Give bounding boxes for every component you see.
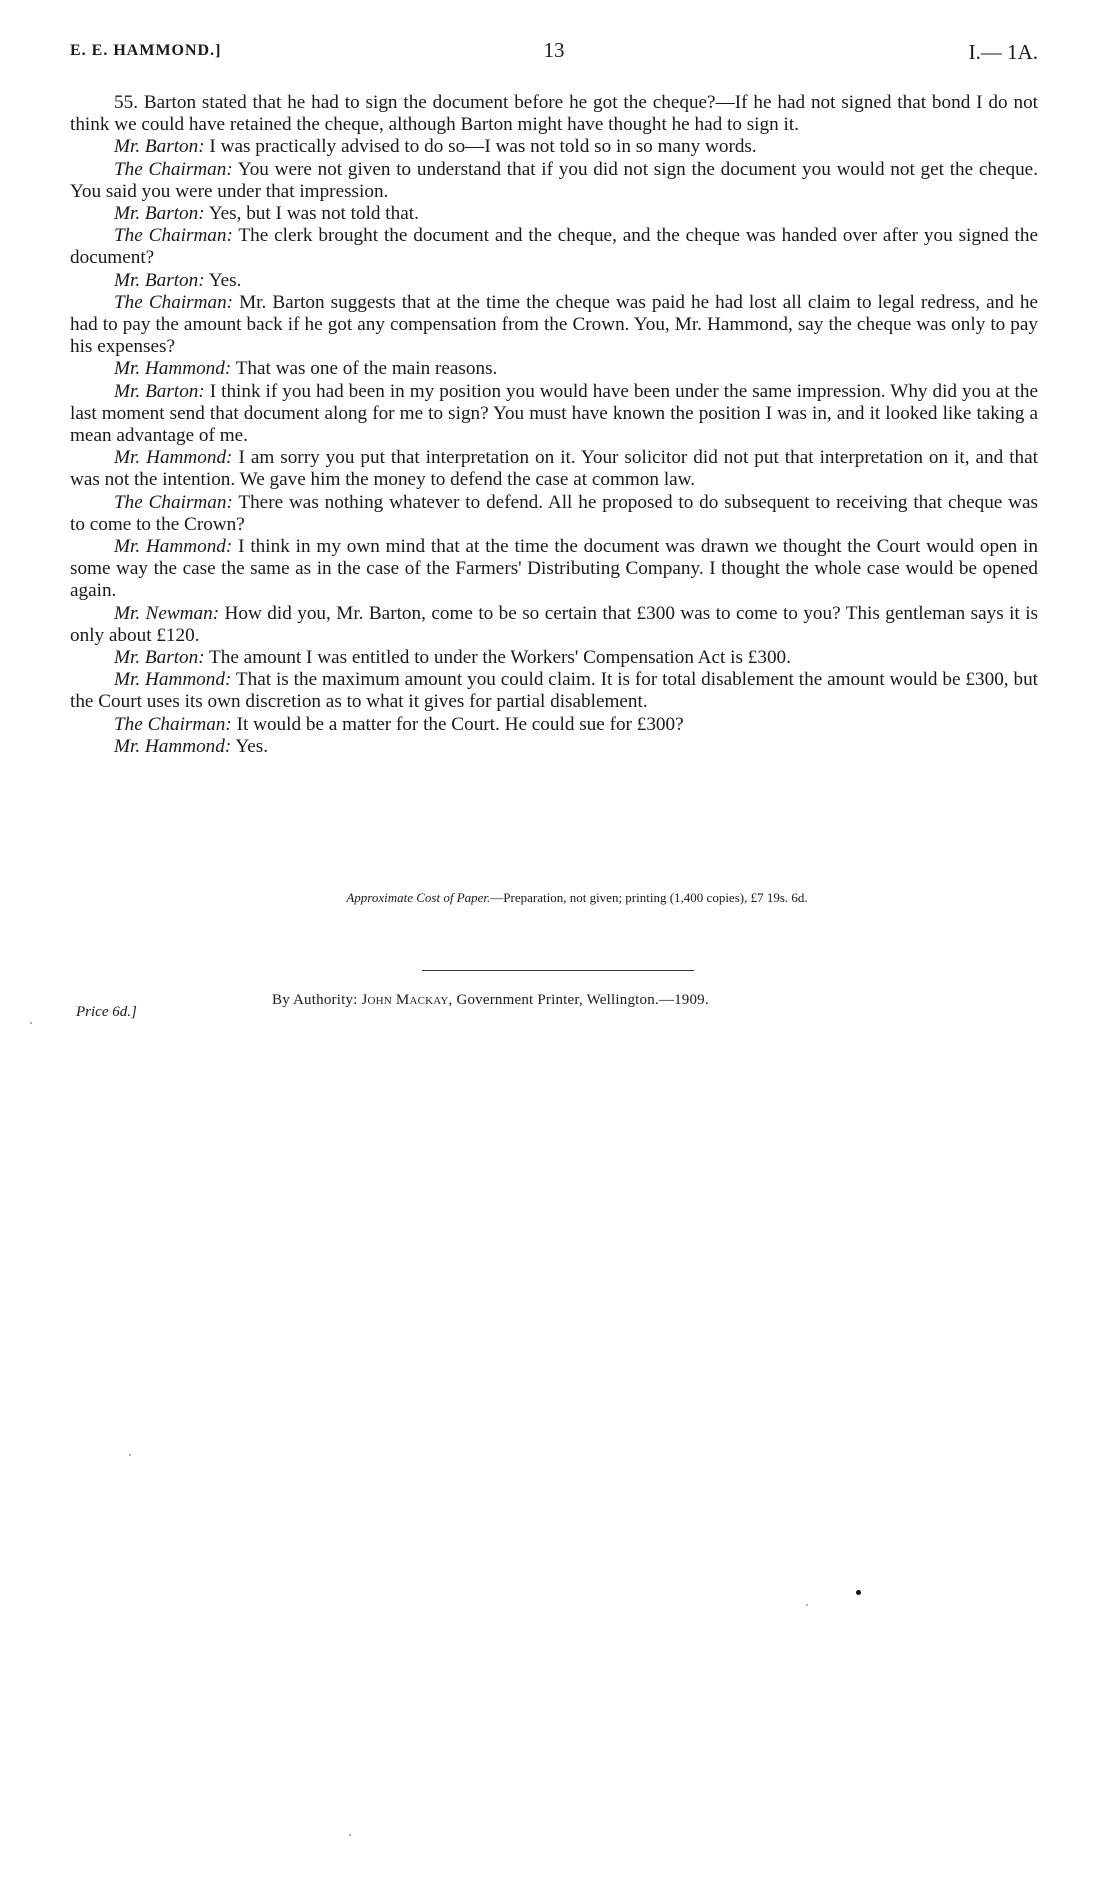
paper-speck [806, 1604, 808, 1606]
speaker: Mr. Barton: [114, 136, 205, 158]
page-number: 13 [543, 38, 565, 62]
paragraph [70, 92, 1038, 136]
divider-rule [422, 970, 694, 971]
paragraph [70, 714, 1038, 736]
statement: How did you, Mr. Barton, come to be so certain that £300 was to come to you? This gentleman says it is only about £120. [70, 602, 1038, 646]
paper-speck [30, 1022, 32, 1024]
paper-speck [129, 1454, 131, 1456]
paragraph [70, 203, 1038, 225]
statement: Mr. Barton suggests that at the time the cheque was paid he had lost all claim to legal redress, and he had to pay the amount back if he got any compensation from the Crown. You, Mr. Hammond, say the cheque was only to pay his expenses? [70, 291, 1039, 358]
testimony-body [70, 92, 1038, 758]
price-note: Price 6d.] [76, 1004, 137, 1020]
printer-imprint [272, 992, 709, 1009]
statement: The clerk brought the document and the cheque, and the cheque was handed over after you signed the document? [70, 225, 1038, 269]
statement: I am sorry you put that interpretation on it. Your solicitor did not put that interpretation on it, and that was not the intention. We gave him the money to defend the case at common law. [70, 447, 1038, 491]
statement: I was practically advised to do so—I was not told so in so many words. [204, 136, 757, 158]
speaker: Mr. Barton: [114, 269, 205, 291]
printer-name: John Mackay [361, 992, 449, 1008]
speaker: Mr. Hammond: [114, 536, 233, 558]
statement: There was nothing whatever to defend. All he proposed to do subsequent to receiving that cheque was to come to the Crown? [70, 491, 1039, 535]
authority-suffix: , Government Printer, Wellington.—1909. [448, 992, 709, 1008]
speaker: The Chairman: [114, 491, 233, 513]
cost-text: —Preparation, not given; printing (1,400 copies), £7 19s. 6d. [490, 890, 808, 905]
authority-prefix: By Authority: [272, 992, 362, 1008]
paragraph [70, 492, 1038, 536]
paragraph [70, 736, 1038, 758]
paragraph [70, 292, 1038, 359]
cost-label: Approximate Cost of Paper. [346, 890, 491, 905]
statement: I think in my own mind that at the time the document was drawn we thought the Court would open in some way the case the same as in the case of the Farmers' Distributing Company. I thought the whole case would be opened again. [70, 536, 1038, 602]
statement: You were not given to understand that if you did not sign the document you would not get the cheque. You said you were under that impression. [70, 158, 1038, 202]
speaker: Mr. Hammond: [114, 358, 232, 380]
page-header [70, 38, 1038, 68]
cost-of-paper-note [0, 890, 1114, 906]
paper-speck [349, 1834, 351, 1836]
paragraph [70, 225, 1038, 269]
paragraph [70, 270, 1038, 292]
paragraph [70, 669, 1038, 713]
speaker: The Chairman: [114, 225, 233, 247]
speaker: Mr. Barton: [114, 203, 205, 225]
speaker: Mr. Hammond: [114, 447, 233, 469]
speaker: Mr. Newman: [114, 602, 220, 624]
statement: Yes, but I was not told that. [204, 203, 419, 225]
paragraph [70, 603, 1038, 647]
paragraph [70, 447, 1038, 491]
paragraph [70, 381, 1038, 448]
statement: The amount I was entitled to under the Workers' Compensation Act is £300. [204, 647, 791, 669]
paragraph [70, 159, 1038, 203]
ink-dot [856, 1590, 861, 1595]
speaker: Mr. Hammond: [114, 669, 232, 691]
paragraph [70, 358, 1038, 380]
speaker: Mr. Barton: [114, 380, 205, 402]
speaker: The Chairman: [114, 158, 233, 180]
statement: Yes. [204, 269, 242, 291]
statement: It would be a matter for the Court. He could sue for £300? [231, 713, 684, 735]
statement: That was one of the main reasons. [231, 358, 498, 380]
statement: I think if you had been in my position you would have been under the same impression. Why did you at the last moment send that document along for me to sign? You must have known the position I was in, and it looked like taking a mean advantage of me. [70, 380, 1038, 447]
header-document-code: I.— 1A. [968, 40, 1038, 64]
speaker: Mr. Hammond: [114, 735, 232, 757]
speaker: The Chairman: [114, 291, 234, 313]
statement: Yes. [231, 735, 269, 757]
paragraph [70, 647, 1038, 669]
paragraph [70, 536, 1038, 603]
header-witness-name: E. E. HAMMOND.] [70, 42, 222, 59]
statement: 55. Barton stated that he had to sign the document before he got the cheque?—If he had not signed that bond I do not think we could have retained the cheque, although Barton might have thought he had to sign it. [70, 92, 1038, 136]
speaker: The Chairman: [114, 713, 232, 735]
paragraph [70, 136, 1038, 158]
speaker: Mr. Barton: [114, 647, 205, 669]
statement: That is the maximum amount you could claim. It is for total disablement the amount would be £300, but the Court uses its own discretion as to what it gives for partial disablement. [70, 669, 1038, 713]
